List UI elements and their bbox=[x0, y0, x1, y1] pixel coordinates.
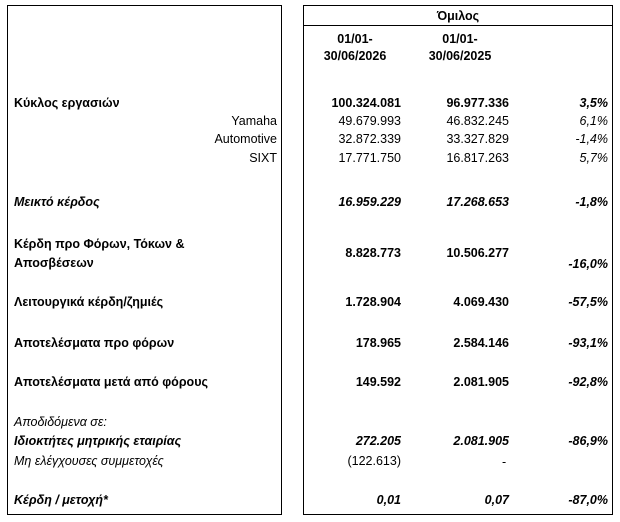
gross-profit-change: -1,8% bbox=[575, 195, 608, 209]
eat-change: -92,8% bbox=[568, 375, 608, 389]
turnover-2025: 96.977.336 bbox=[446, 96, 509, 110]
yamaha-2025: 46.832.245 bbox=[446, 114, 509, 128]
parent-owners-change: -86,9% bbox=[568, 434, 608, 448]
gross-profit-2025: 17.268.653 bbox=[446, 195, 509, 209]
sixt-change: 5,7% bbox=[579, 151, 608, 165]
period-2026-line1: 01/01- bbox=[337, 32, 373, 46]
automotive-change: -1,4% bbox=[575, 132, 608, 146]
gross-profit-label: Μεικτό κέρδος bbox=[14, 195, 100, 209]
yamaha-2026: 49.679.993 bbox=[338, 114, 401, 128]
sixt-2025: 16.817.263 bbox=[446, 151, 509, 165]
ebt-2026: 178.965 bbox=[355, 336, 401, 350]
operating-change: -57,5% bbox=[568, 295, 608, 309]
parent-owners-2025: 2.081.905 bbox=[453, 434, 509, 448]
period-2026-line2: 30/06/2026 bbox=[323, 49, 387, 63]
period-2025-line1: 01/01- bbox=[442, 32, 478, 46]
ebt-label: Αποτελέσματα προ φόρων bbox=[14, 336, 175, 350]
ebitda-2025: 10.506.277 bbox=[446, 246, 509, 260]
minority-label: Μη ελέγχουσες συμμετοχές bbox=[14, 454, 164, 468]
sixt-label: SIXT bbox=[249, 151, 277, 165]
eps-2026: 0,01 bbox=[376, 493, 401, 507]
eat-2025: 2.081.905 bbox=[453, 375, 509, 389]
ebitda-label-line2: Αποσβέσεων bbox=[14, 256, 94, 270]
ebt-change: -93,1% bbox=[568, 336, 608, 350]
ebitda-change: -16,0% bbox=[568, 257, 608, 271]
ebitda-label-line1: Κέρδη προ Φόρων, Τόκων & bbox=[14, 237, 185, 251]
operating-2026: 1.728.904 bbox=[345, 295, 401, 309]
automotive-2025: 33.327.829 bbox=[446, 132, 509, 146]
eat-label: Αποτελέσματα μετά από φόρους bbox=[14, 375, 208, 389]
period-2025-line2: 30/06/2025 bbox=[428, 49, 492, 63]
yamaha-label: Yamaha bbox=[231, 114, 277, 128]
turnover-change: 3,5% bbox=[579, 96, 608, 110]
eat-2026: 149.592 bbox=[355, 375, 401, 389]
group-header-divider bbox=[303, 25, 613, 26]
minority-2026: (122.613) bbox=[347, 454, 401, 468]
automotive-2026: 32.872.339 bbox=[338, 132, 401, 146]
gross-profit-2026: 16.959.229 bbox=[338, 195, 401, 209]
parent-owners-label: Ιδιοκτήτες μητρικής εταιρίας bbox=[14, 434, 182, 448]
ebt-2025: 2.584.146 bbox=[453, 336, 509, 350]
eps-change: -87,0% bbox=[568, 493, 608, 507]
minority-2025: - bbox=[502, 455, 507, 469]
sixt-2026: 17.771.750 bbox=[338, 151, 401, 165]
turnover-label: Κύκλος εργασιών bbox=[14, 96, 120, 110]
yamaha-change: 6,1% bbox=[579, 114, 608, 128]
operating-2025: 4.069.430 bbox=[453, 295, 509, 309]
group-header: Όμιλος bbox=[436, 9, 480, 23]
eps-label: Κέρδη / μετοχή* bbox=[14, 493, 108, 507]
operating-label: Λειτουργικά κέρδη/ζημιές bbox=[14, 295, 164, 309]
eps-2025: 0,07 bbox=[484, 493, 509, 507]
turnover-2026: 100.324.081 bbox=[331, 96, 401, 110]
parent-owners-2026: 272.205 bbox=[355, 434, 401, 448]
attributable-label: Αποδιδόμενα σε: bbox=[14, 415, 107, 429]
ebitda-2026: 8.828.773 bbox=[345, 246, 401, 260]
automotive-label: Automotive bbox=[214, 132, 277, 146]
